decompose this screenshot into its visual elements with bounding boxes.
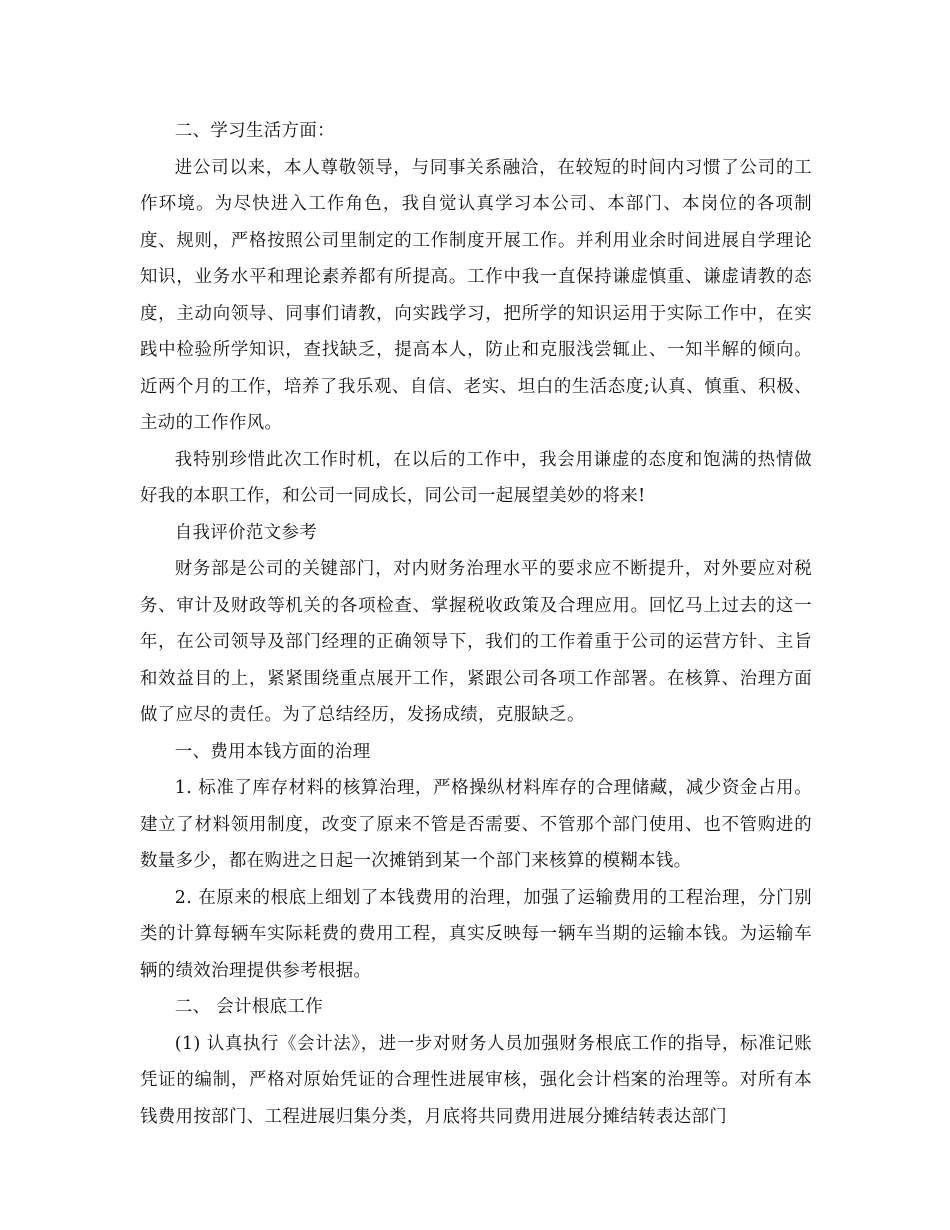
paragraph-study-life: 进公司以来，本人尊敬领导，与同事关系融洽，在较短的时间内习惯了公司的工作环境。为尽快进入工作角色，我自觉认真学习本公司、本部门、本岗位的各项制度、规则，严格按照公司里制定的工作制度开展工作。并利用业余时间进展自学理论知识，业务水平和理论素养都有所提高。工作中我一直保持谦虚慎重、谦虚请教的态度，主动向领导、同事们请教，向实践学习，把所学的知识运用于实际工作中，在实践中检验所学知识，查找缺乏，提高本人，防止和克服浅尝辄止、一知半解的倾向。近两个月的工作，培养了我乐观、自信、老实、坦白的生活态度;认真、慎重、积极、主动的工作作风。 xyxy=(140,157,812,433)
document-body xyxy=(140,113,812,1135)
section-heading-accounting-basics: 二、 会计根底工作 xyxy=(174,997,324,1017)
paragraph-finance-intro: 财务部是公司的关键部门，对内财务治理水平的要求应不断提升，对外要应对税务、审计及财政等机关的各项检查、掌握税收政策及合理应用。回忆马上过去的这一年，在公司领导及部门经理的正确领导下，我们的工作着重于公司的运营方针、主旨和效益目的上，紧紧围绕重点展开工作，紧跟公司各项工作部署。在核算、治理方面做了应尽的责任。为了总结经历，发扬成绩，克服缺乏。 xyxy=(140,559,812,725)
section-heading-self-evaluation: 自我评价范文参考 xyxy=(174,522,318,543)
paragraph-item-1: 1. 标准了库存材料的核算治理，严格操纵材料库存的合理储藏，减少资金占用。建立了材料领用制度，改变了原来不管是否需要、不管那个部门使用、也不管购进的数量多少，都在购进之日起一次摊销到某一个部门来核算的模糊本钱。 xyxy=(140,778,812,871)
paragraph-item-2: 2. 在原来的根底上细划了本钱费用的治理，加强了运输费用的工程治理，分门别类的计算每辆车实际耗费的费用工程，真实反映每一辆车当期的运输本钱。为运输车辆的绩效治理提供参考根据。 xyxy=(140,887,812,981)
paragraph-accounting-law: (1) 认真执行《会计法》，进一步对财务人员加强财务根底工作的指导，标准记账凭证的编制，严格对原始凭证的合理性进展审核，强化会计档案的治理等。对所有本钱费用按部门、工程进展归集分类，月底将共同费用进展分摊结转表达部门 xyxy=(140,1033,812,1127)
section-heading-cost-management: 一、费用本钱方面的治理 xyxy=(174,741,371,762)
section-heading-study-life: 二、学习生活方面： xyxy=(174,121,335,141)
paragraph-future-outlook: 我特别珍惜此次工作时机，在以后的工作中，我会用谦虚的态度和饱满的热情做好我的本职工作，和公司一同成长，同公司一起展望美妙的将来! xyxy=(140,449,812,506)
